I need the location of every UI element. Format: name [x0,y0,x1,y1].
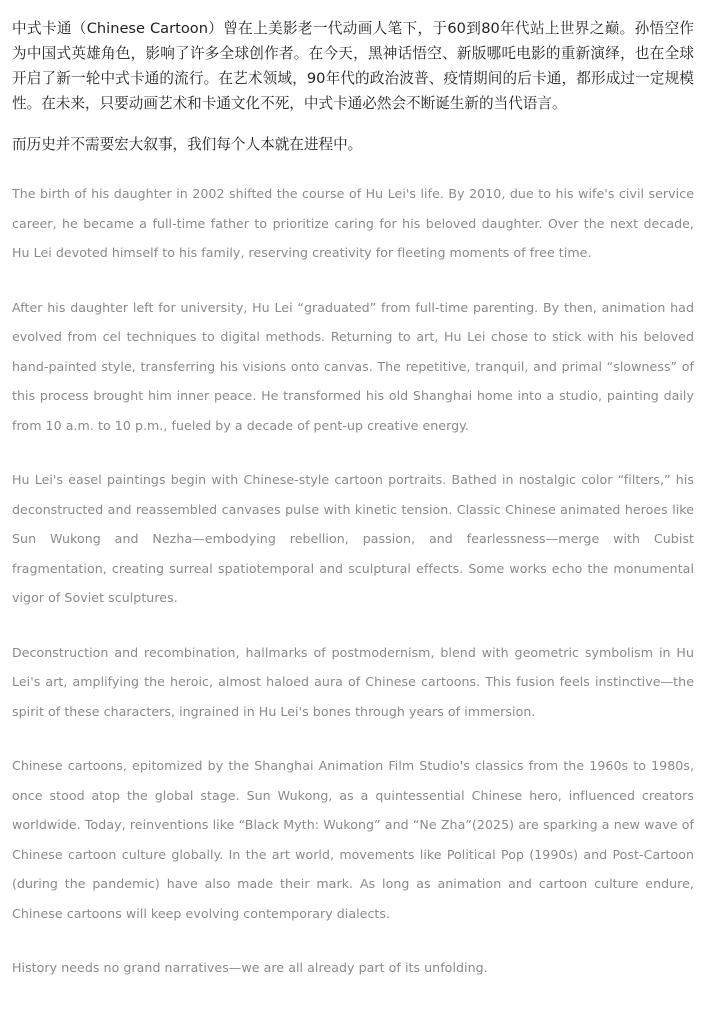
article-body [12,16,694,983]
english-paragraph-daughter-birth: The birth of his daughter in 2002 shifted the course of Hu Lei's life. By 2010, due to his wife's civil service career, he became a full-time father to prioritize caring for his beloved daughter. Over the next decade, Hu Lei devoted himself to his family, reserving creativity for fleeting moments of free time. [12,186,694,260]
english-paragraph-chinese-cartoons: Chinese cartoons, epitomized by the Shanghai Animation Film Studio's classics from the 1960s to 1980s, once stood atop the global stage. Sun Wukong, as a quintessential Chinese hero, influenced creators worldwide. Today, reinventions like “Black Myth: Wukong” and “Ne Zha”(2025) are sparking a new wave of Chinese cartoon culture globally. In the art world, movements like Political Pop (1990s) and Post-Cartoon (during the pandemic) have also made their mark. As long as animation and cartoon culture endure, Chinese cartoons will keep evolving contemporary dialects. [12,758,694,921]
english-paragraph-easel-paintings: Hu Lei's easel paintings begin with Chinese-style cartoon portraits. Bathed in nostalgic color “filters,” his deconstructed and reassembled canvases pulse with kinetic tension. Classic Chinese animated heroes like Sun Wukong and Nezha—embodying rebellion, passion, and fearlessness—merge with Cubist fragmentation, creating surreal spatiotemporal and sculptural effects. Some works echo the monumental vigor of Soviet sculptures. [12,472,694,605]
english-paragraph-history: History needs no grand narratives—we are all already part of its unfolding. [12,960,488,975]
chinese-paragraph-closing: 而历史并不需要宏大叙事，我们每个人本就在进程中。 [12,136,363,153]
english-paragraph-deconstruction: Deconstruction and recombination, hallmarks of postmodernism, blend with geometric symbolism in Hu Lei's art, amplifying the heroic, almost haloed aura of Chinese cartoons. This fusion feels instinctive—the spirit of these characters, ingrained in Hu Lei's bones through years of immersion. [12,644,694,719]
english-paragraph-return-to-art: After his daughter left for university, Hu Lei “graduated” from full-time parenting. By then, animation had evolved from cel techniques to digital methods. Returning to art, Hu Lei chose to stick with his beloved hand-painted style, transferring his visions onto canvas. The repetitive, tranquil, and primal “slowness” of this process brought him inner peace. He transformed his old Shanghai home into a studio, painting daily from 10 a.m. to 10 p.m., fueled by a decade of pent-up creative energy. [12,299,694,433]
chinese-paragraph-intro: 中式卡通（Chinese Cartoon）曾在上美影老一代动画人笔下，于60到80年代站上世界之巅。孙悟空作为中国式英雄角色，影响了许多全球创作者。在今天，黑神话悟空、新版哪吒电影的重新演绎，也在全球开启了新一轮中式卡通的流行。在艺术领域，90年代的政治波普、疫情期间的后卡通，都形成过一定规模性。在未来，只要动画艺术和卡通文化不死，中式卡通必然会不断诞生新的当代语言。 [12,20,694,112]
